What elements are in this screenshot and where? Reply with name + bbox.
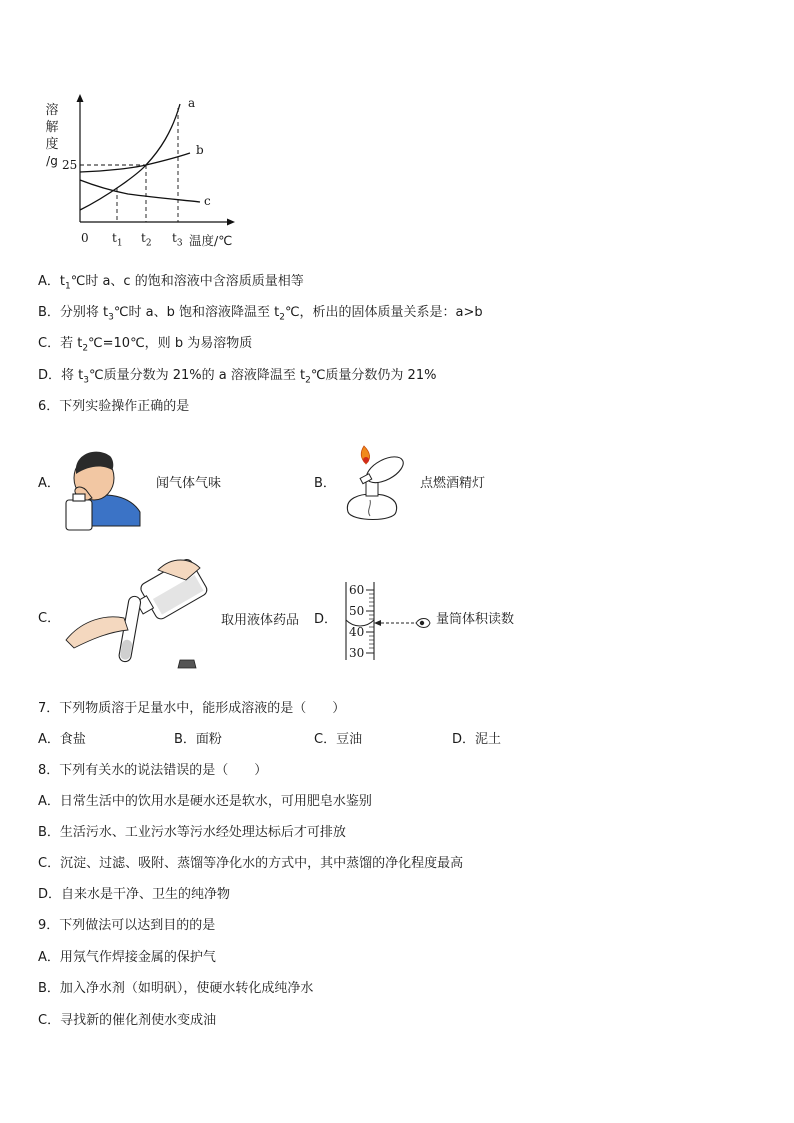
text: D．将 t xyxy=(38,368,84,383)
q8-option-a: A．日常生活中的饮用水是硬水还是软水，可用肥皂水鉴别 xyxy=(38,794,372,809)
q7-option-b: B．面粉 xyxy=(174,732,222,747)
q9-option-a: A．用氖气作焊接金属的保护气 xyxy=(38,950,216,965)
subscript: 2 xyxy=(279,312,285,323)
subscript: 3 xyxy=(83,375,89,386)
y-axis-label-char: 解 xyxy=(45,120,59,135)
text: ℃质量分数仍为 21% xyxy=(310,368,437,383)
x-tick-sub: 3 xyxy=(176,238,183,249)
q6-option-a-text: 闻气体气味 xyxy=(156,476,222,491)
text: ℃，析出的固体质量关系是：a>b xyxy=(284,305,483,320)
q8-option-c: C．沉淀、过滤、吸附、蒸馏等净化水的方式中，其中蒸馏的净化程度最高 xyxy=(38,856,464,871)
y-axis-arrow xyxy=(77,94,84,102)
pouring-liquid-illustration xyxy=(62,548,212,670)
q5-option-d xyxy=(38,364,436,386)
origin-label: 0 xyxy=(81,231,89,245)
q9-option-b: B．加入净水剂（如明矾），使硬水转化成纯净水 xyxy=(38,981,314,996)
cylinder-tick-30: 30 xyxy=(349,646,365,660)
solubility-chart xyxy=(38,92,258,252)
q6-option-c-text: 取用液体药品 xyxy=(221,613,300,628)
cylinder-tick-50: 50 xyxy=(349,604,365,618)
x-tick-t3 xyxy=(172,231,183,248)
q6-option-d-letter: D． xyxy=(314,612,338,627)
solubility-chart-svg xyxy=(38,92,258,252)
cylinder-tick-60: 60 xyxy=(349,583,365,597)
subscript: 2 xyxy=(305,375,311,386)
text: C．若 t xyxy=(38,336,83,351)
y-axis-label xyxy=(44,102,60,170)
subscript: 3 xyxy=(108,312,114,323)
q7-option-c: C．豆油 xyxy=(314,732,363,747)
q5-option-b xyxy=(38,301,483,323)
y-tick-25: 25 xyxy=(62,158,78,172)
cylinder-tick-40: 40 xyxy=(349,625,365,639)
text: A．t xyxy=(38,274,65,289)
text: ℃=10℃，则 b 为易溶物质 xyxy=(88,336,253,351)
q8-option-b: B．生活污水、工业污水等污水经处理达标后才可排放 xyxy=(38,825,346,840)
alcohol-lamp-illustration xyxy=(336,438,416,530)
q8-stem: 8．下列有关水的说法错误的是（ ） xyxy=(38,763,268,778)
x-axis-arrow xyxy=(227,219,235,226)
subscript: 1 xyxy=(65,281,71,292)
text: ℃时 a、b 饱和溶液降温至 t xyxy=(113,305,280,320)
q6-stem: 6．下列实验操作正确的是 xyxy=(38,399,190,414)
text: ℃质量分数为 21%的 a 溶液降温至 t xyxy=(88,368,306,383)
x-tick-sub: 1 xyxy=(116,238,123,249)
y-axis-label-char: 度 xyxy=(45,137,59,152)
curve-c xyxy=(80,180,200,202)
text: ℃时 a、c 的饱和溶液中含溶质质量相等 xyxy=(70,274,304,289)
subscript: 2 xyxy=(82,343,89,354)
q7-stem: 7．下列物质溶于足量水中，能形成溶液的是（ ） xyxy=(38,701,346,716)
q7-option-d: D．泥土 xyxy=(452,732,502,747)
text: B．分别将 t xyxy=(38,305,109,320)
curve-label-a: a xyxy=(188,96,196,110)
x-tick-t2 xyxy=(141,231,152,248)
x-tick-base: t xyxy=(141,231,146,245)
curve-label-c: c xyxy=(204,194,211,208)
y-axis-label-char: /g xyxy=(46,154,58,168)
x-tick-base: t xyxy=(172,231,177,245)
q5-option-c xyxy=(38,332,252,354)
q9-stem: 9．下列做法可以达到目的的是 xyxy=(38,918,216,933)
x-axis-label: 温度/℃ xyxy=(189,233,233,248)
q6-option-b-letter: B． xyxy=(314,476,336,491)
curve-label-b: b xyxy=(196,143,204,157)
q7-option-a: A．食盐 xyxy=(38,732,86,747)
smelling-gas-illustration xyxy=(62,440,146,534)
y-axis-label-char: 溶 xyxy=(45,103,59,118)
x-tick-t1 xyxy=(112,231,123,248)
q6-option-a-letter: A． xyxy=(38,476,60,491)
q6-option-c-letter: C． xyxy=(38,611,61,626)
q6-option-d-text: 量筒体积读数 xyxy=(436,612,515,627)
x-tick-base: t xyxy=(112,231,117,245)
x-tick-sub: 2 xyxy=(145,238,152,249)
q6-option-b-text: 点燃酒精灯 xyxy=(420,476,486,491)
curve-b xyxy=(80,153,190,172)
q8-option-d: D．自来水是干净、卫生的纯净物 xyxy=(38,887,231,902)
q9-option-c: C．寻找新的催化剂使水变成油 xyxy=(38,1013,217,1028)
q5-option-a xyxy=(38,270,304,292)
